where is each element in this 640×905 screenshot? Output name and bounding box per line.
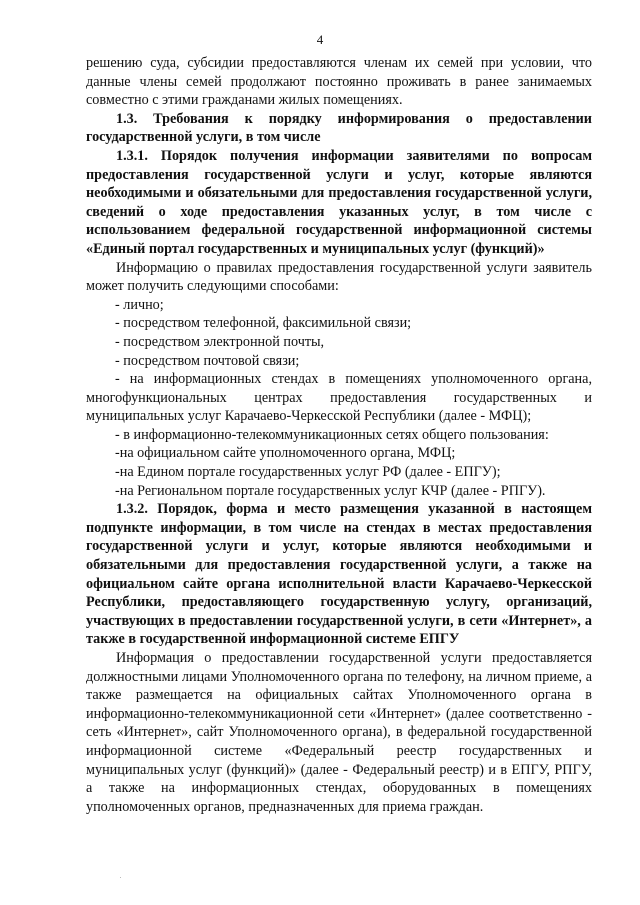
list-item: - на информационных стендах в помещениях уполномоченного органа, многофункциональных центрах предоставления государственных и муниципальных услуг Карачаево-Черкесской Республики (далее - МФЦ); (86, 371, 592, 425)
list-item: - в информационно-телекоммуникационных сетях общего пользования: (115, 426, 549, 443)
list-item: - лично; (115, 296, 164, 313)
document-body (86, 54, 592, 816)
list-item: - посредством электронной почты, (115, 333, 325, 350)
list-item: - посредством телефонной, факсимильной связи; (115, 315, 412, 332)
heading-1-3-1: 1.3.1. Порядок получения информации заявителями по вопросам предоставления государственной услуги и услуг, которые являются необходимыми и обязательными для предоставления государственной услуги, сведений о ходе предоставления указанных услуг, в том числе с использованием федеральной государственной информационной системы «Единый портал государственных и муниципальных услуг (функций)» (86, 147, 592, 257)
list-item: - посредством почтовой связи; (115, 352, 300, 369)
paragraph-info-methods: Информацию о правилах предоставления государственной услуги заявитель может получить следующими способами: (86, 259, 592, 295)
list-item: -на Региональном портале государственных услуг КЧР (далее - РПГУ). (115, 482, 546, 499)
scan-speck (120, 877, 121, 878)
paragraph-info-provision: Информация о предоставлении государственной услуги предоставляется должностными лицами Уполномоченного органа по телефону, на личном приеме, а также размещается на официальных сайтах Уполномоченного органа в информационно-телекоммуникационной сети «Интернет» (далее соответственно - сеть «Интернет», сайт Уполномоченного органа), в федеральной государственной информационной системе «Федеральный реестр государственных и муниципальных услуг (функций)» (далее - Федеральный реестр) и в ЕПГУ, РПГУ, а также на информационных стендах, оборудованных в помещениях уполномоченных органов, предназначенных для приема граждан. (86, 650, 592, 815)
paragraph-continuation: решению суда, субсидии предоставляются членам их семей при условии, что данные члены семей продолжают постоянно проживать в ранее занимаемых совместно с этими гражданами жилых помещениях. (86, 55, 592, 109)
heading-1-3-2: 1.3.2. Порядок, форма и место размещения указанной в настоящем подпункте информации, в том числе на стендах в местах предоставления государственной услуги и услуг, которые являются необходимыми и обязательными для предоставления государственной услуги, а также на официальном сайте органа исполнительной власти Карачаево-Черкесской Республики, предоставляющего государственную услугу, организаций, участвующих в предоставлении государственной услуги, в сети «Интернет», а также в государственной информационной системе ЕПГУ (86, 501, 592, 648)
list-item: -на официальном сайте уполномоченного органа, МФЦ; (115, 445, 456, 462)
page-number: 4 (316, 32, 324, 47)
list-item: -на Едином портале государственных услуг РФ (далее - ЕПГУ); (115, 464, 501, 481)
heading-1-3: 1.3. Требования к порядку информирования о предоставлении государственной услуги, в том числе (86, 110, 592, 146)
